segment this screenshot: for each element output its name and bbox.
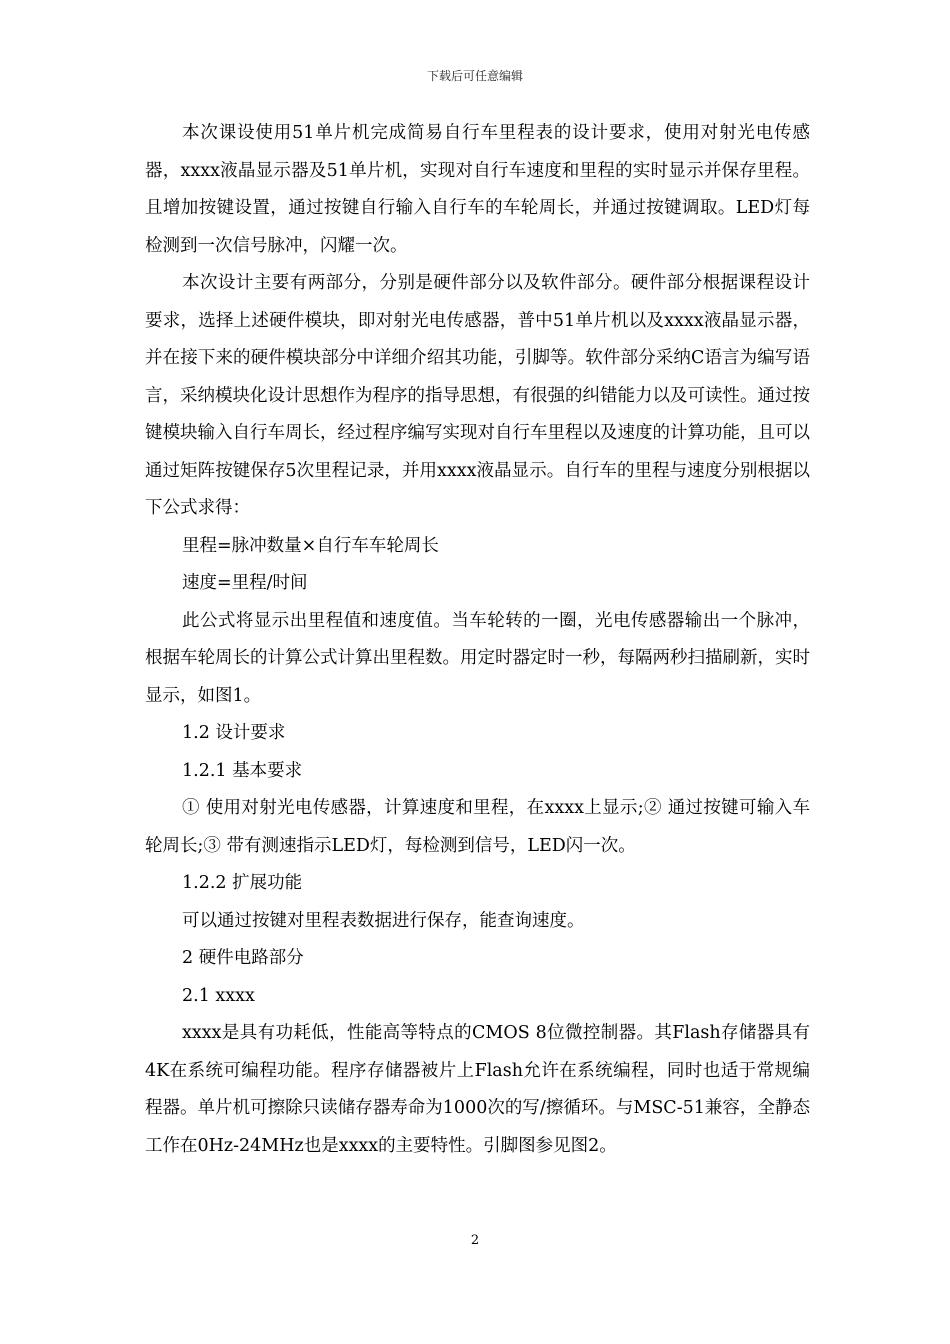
paragraph-mcu-description: xxxx是具有功耗低，性能高等特点的CMOS 8位微控制器。其Flash存储器具有4K在系统可编程功能。程序存储器被片上Flash允许在系统编程，同时也适于常规编程器。单片机可擦除只读储存器寿命为1000次的写/擦循环。与MSC-51兼容，全静态工作在0Hz-24MHz也是xxxx的主要特性。引脚图参见图2。	[145, 1023, 810, 1156]
section-heading-2-1: 2.1 xxxx	[182, 985, 255, 1006]
paragraph-intro: 本次课设使用51单片机完成简易自行车里程表的设计要求，使用对射光电传感器，xxxx液晶显示器及51单片机，实现对自行车速度和里程的实时显示并保存里程。且增加按键设置，通过按键自行输入自行车的车轮周长，并通过按键调取。LED灯每检测到一次信号脉冲，闪耀一次。	[145, 123, 810, 256]
section-heading-1-2-1: 1.2.1 基本要求	[182, 760, 303, 781]
paragraph-formula-explanation: 此公式将显示出里程值和速度值。当车轮转的一圈，光电传感器输出一个脉冲，根据车轮周长的计算公式计算出里程数。用定时器定时一秒，每隔两秒扫描刷新，实时显示，如图1。	[145, 610, 810, 706]
paragraph-extended-functions: 可以通过按键对里程表数据进行保存，能查询速度。	[182, 910, 585, 931]
section-heading-1-2-2: 1.2.2 扩展功能	[182, 873, 303, 893]
page-header: 下载后可任意编辑	[426, 69, 523, 83]
formula-distance: 里程=脉冲数量×自行车车轮周长	[182, 535, 439, 556]
paragraph-basic-requirements: ① 使用对射光电传感器，计算速度和里程，在xxxx上显示;② 通过按键可输入车轮周长;③ 带有测速指示LED灯，每检测到信号，LED闪一次。	[145, 798, 810, 856]
section-heading-1-2: 1.2 设计要求	[182, 723, 286, 743]
formula-speed: 速度=里程/时间	[182, 573, 308, 593]
section-heading-2: 2 硬件电路部分	[182, 948, 304, 968]
paragraph-design-overview: 本次设计主要有两部分，分别是硬件部分以及软件部分。硬件部分根据课程设计要求，选择上述硬件模块，即对射光电传感器，普中51单片机以及xxxx液晶显示器，并在接下来的硬件模块部分中详细介绍其功能，引脚等。软件部分采纳C语言为编写语言，采纳模块化设计思想作为程序的指导思想，有很强的纠错能力以及可读性。通过按键模块输入自行车周长，经过程序编写实现对自行车里程以及速度的计算功能，且可以通过矩阵按键保存5次里程记录，并用xxxx液晶显示。自行车的里程与速度分别根据以下公式求得：	[145, 273, 810, 518]
page-number: 2	[470, 1233, 480, 1248]
document-body	[145, 115, 810, 1165]
